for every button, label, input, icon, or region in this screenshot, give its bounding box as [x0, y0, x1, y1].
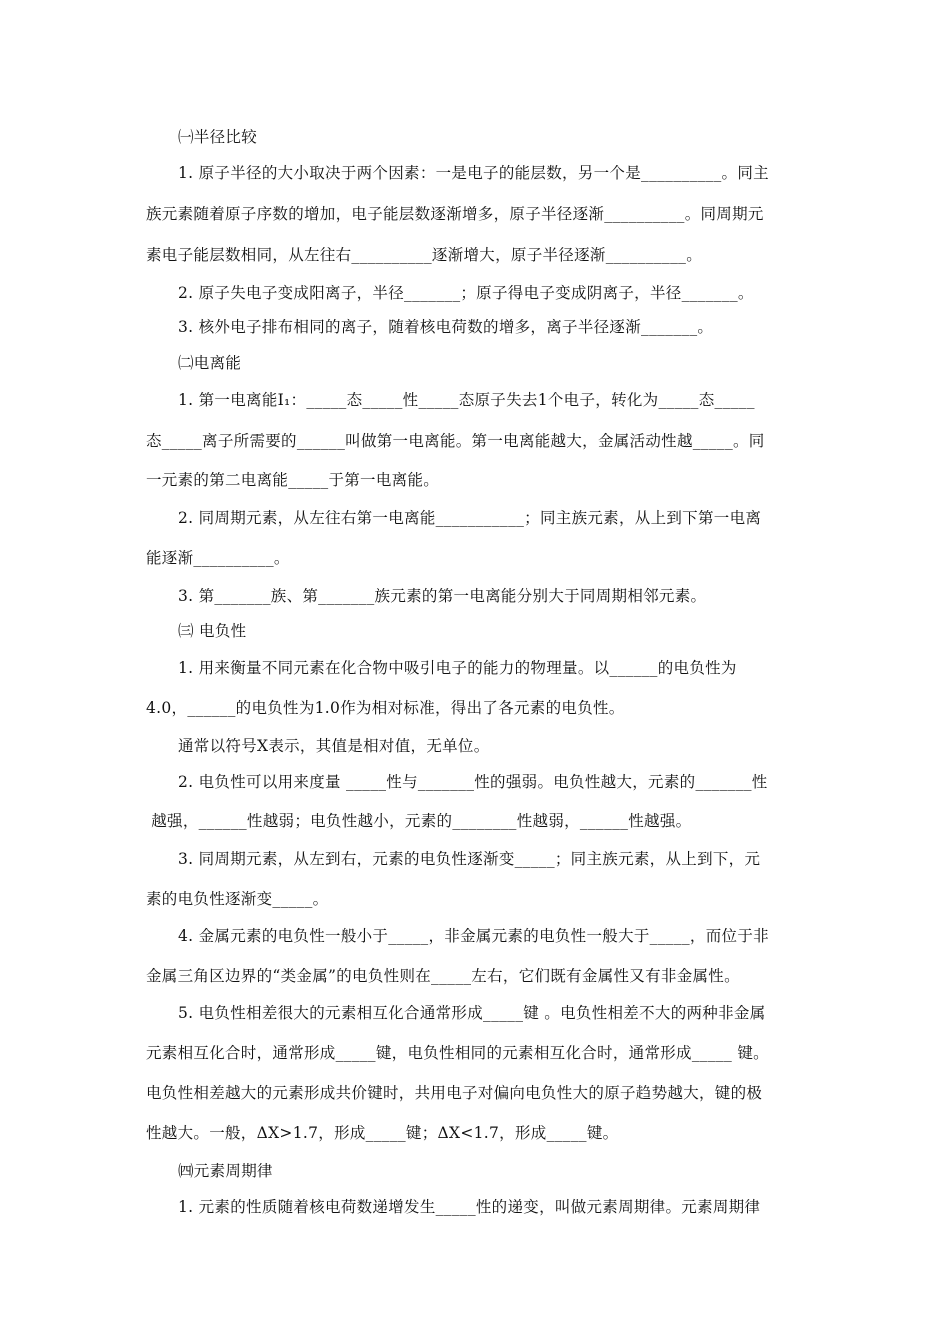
text-line: 通常以符号X表示，其值是相对值，无单位。	[178, 737, 490, 755]
text-line: 4.0，______的电负性为1.0作为相对标准，得出了各元素的电负性。	[146, 699, 625, 717]
text-line: 元素相互化合时，通常形成_____键，电负性相同的元素相互化合时，通常形成_____ 键。	[146, 1044, 769, 1062]
text-line: 3. 核外电子排布相同的离子，随着核电荷数的增多，离子半径逐渐_______。	[178, 318, 714, 336]
section-heading-periodic-law: ㈣元素周期律	[178, 1162, 273, 1180]
section-heading-ionization: ㈡电离能	[178, 354, 242, 372]
text-line: 3. 第_______族、第_______族元素的第一电离能分别大于同周期相邻元素。	[178, 587, 707, 605]
text-line: 4. 金属元素的电负性一般小于_____，非金属元素的电负性一般大于_____，而位于非	[178, 927, 769, 945]
text-line: 素的电负性逐渐变_____。	[146, 890, 329, 908]
text-line: 一元素的第二电离能_____于第一电离能。	[146, 471, 440, 489]
section-heading-radius: ㈠半径比较	[178, 128, 258, 146]
text-line: 能逐渐__________。	[146, 549, 290, 567]
text-line: 1. 原子半径的大小取决于两个因素：一是电子的能层数，另一个是__________。同主	[178, 164, 769, 182]
text-line: 族元素随着原子序数的增加，电子能层数逐渐增多，原子半径逐渐__________。同周期元	[146, 205, 764, 223]
text-line: 素电子能层数相同，从左往右__________逐渐增大，原子半径逐渐__________。	[146, 246, 703, 264]
text-line: 性越大。一般，ΔX>1.7，形成_____键；ΔX<1.7，形成_____键。	[146, 1124, 619, 1142]
text-line: 金属三角区边界的“类金属”的电负性则在_____左右，它们既有金属性又有非金属性。	[146, 967, 740, 985]
text-line: 5. 电负性相差很大的元素相互化合通常形成_____键 。电负性相差不大的两种非金属	[178, 1004, 766, 1022]
text-line: 1. 第一电离能I₁：_____态_____性_____态原子失去1个电子，转化为_____态_____	[178, 391, 755, 409]
text-line: 2. 原子失电子变成阳离子，半径_______；原子得电子变成阴离子，半径_______。	[178, 284, 754, 302]
text-line: 电负性相差越大的元素形成共价键时，共用电子对偏向电负性大的原子趋势越大，键的极	[146, 1084, 763, 1102]
text-line: 1. 用来衡量不同元素在化合物中吸引电子的能力的物理量。以______的电负性为	[178, 659, 737, 677]
text-line: 态_____离子所需要的______叫做第一电离能。第一电离能越大，金属活动性越_____。同	[146, 432, 765, 450]
text-line: 3. 同周期元素，从左到右，元素的电负性逐渐变_____；同主族元素，从上到下，元	[178, 850, 761, 868]
text-line: 越强，______性越弱；电负性越小，元素的________性越弱，______性越强。	[146, 812, 692, 830]
text-line: 1. 元素的性质随着核电荷数递增发生_____性的递变，叫做元素周期律。元素周期律	[178, 1198, 761, 1216]
section-heading-electronegativity: ㈢ 电负性	[178, 622, 247, 640]
text-line: 2. 同周期元素，从左往右第一电离能___________；同主族元素，从上到下第一电离	[178, 509, 762, 527]
text-line: 2. 电负性可以用来度量 _____性与_______性的强弱。电负性越大，元素的_______性	[178, 773, 768, 791]
